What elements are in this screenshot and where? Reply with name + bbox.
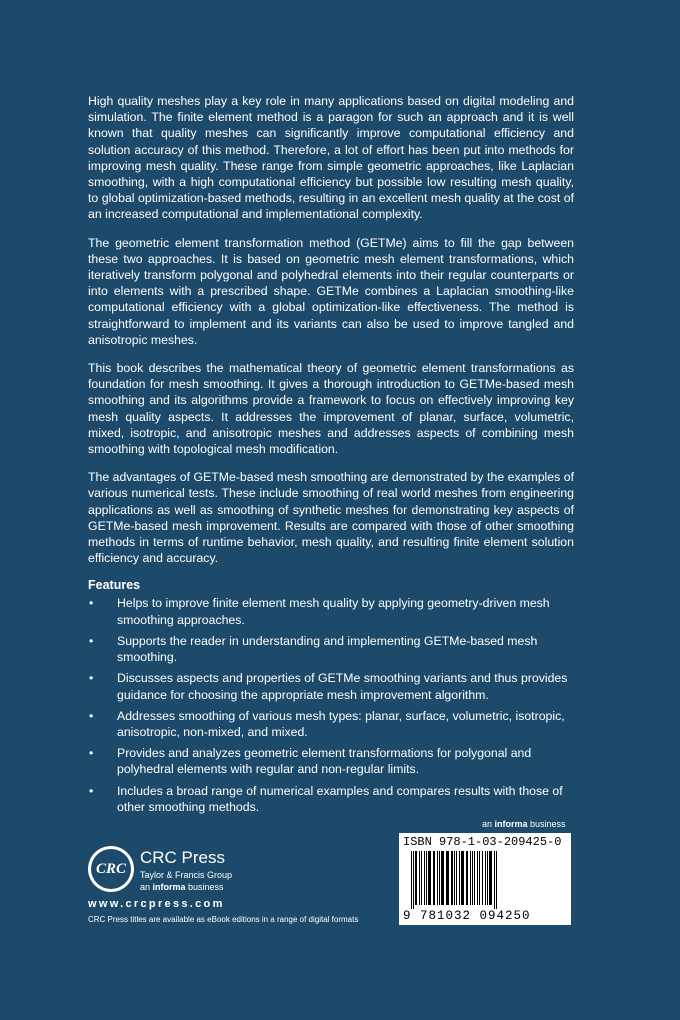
feature-text: Includes a broad range of numerical examples and compares results with those of other smoothing methods.: [117, 783, 563, 814]
ebook-note: CRC Press titles are available as eBook editions in a range of digital formats: [88, 915, 359, 924]
barcode-bar: [421, 851, 422, 905]
barcode-bar: [472, 851, 473, 905]
bullet-icon: •: [89, 596, 94, 611]
paragraph-getme: The geometric element transformation method (GETMe) aims to fill the gap between these two approaches. It is based on geometric mesh element transformations, which iteratively transform polygonal and polyhedral elements into their regular counterparts or into elements with a prescribed shape. GETMe combines a Laplacian smoothing-like computational efficiency with a global optimization-like effectiveness. The method is straightforward to implement and its variants can also be used to improve tangled and anisotropic meshes.: [88, 235, 574, 347]
list-item: [88, 670, 574, 702]
barcode-bar: [446, 851, 449, 905]
barcode-bar: [482, 851, 483, 905]
barcode-bar: [461, 851, 464, 905]
barcode-bar: [428, 851, 431, 905]
bullet-icon: •: [89, 746, 94, 761]
paragraph-advantages: The advantages of GETMe-based mesh smoothing are demonstrated by the examples of various numerical tests. These include smoothing of real world meshes from engineering applications as well as smoothing of synthetic meshes for demonstrating key aspects of GETMe-based mesh improvement. Results are compared with those of other smoothing methods in terms of runtime behavior, mesh quality, and resulting finite element solution efficiency and accuracy.: [88, 470, 574, 566]
barcode-bar: [415, 851, 417, 905]
publisher-url: www.crcpress.com: [88, 898, 225, 910]
barcode-bar: [413, 851, 414, 909]
barcode-digits: 9 781032 094250: [403, 909, 531, 923]
barcode-bar: [459, 851, 460, 905]
feature-text: Addresses smoothing of various mesh types: planar, surface, volumetric, isotropic, anisotropic, non-mixed, and mixed.: [117, 708, 565, 739]
barcode-bar: [477, 851, 478, 905]
list-item: [88, 633, 574, 665]
barcode-bar: [487, 851, 488, 905]
barcode-bar: [426, 851, 427, 905]
publisher-group: Taylor & Francis Group: [140, 870, 233, 880]
bullet-icon: •: [89, 708, 94, 723]
barcode-bar: [489, 851, 492, 905]
barcode-bar: [496, 851, 497, 909]
barcode-bar: [474, 851, 475, 905]
crc-logo-mark: CRC: [91, 849, 131, 889]
barcode-bar: [441, 851, 444, 905]
bullet-icon: •: [89, 633, 94, 648]
feature-text: Provides and analyzes geometric element transformations for polygonal and polyhedral elements with regular and non-regular limits.: [117, 746, 532, 777]
publisher-name: CRC Press: [140, 848, 226, 867]
barcode-bar: [451, 851, 453, 905]
back-cover-text: [88, 93, 574, 820]
bullet-icon: •: [89, 783, 94, 798]
feature-text: Discusses aspects and properties of GETMe smoothing variants and thus provides guidance for choosing the appropriate mesh improvement algorithm.: [117, 671, 568, 702]
barcode-bar: [411, 851, 412, 909]
features-heading: Features: [88, 578, 141, 593]
paragraph-book: This book describes the mathematical theory of geometric element transformations as foundation for mesh smoothing. It gives a thorough introduction to GETMe-based mesh smoothing and its algorithms provide a framework to focus on effectively improving key mesh quality aspects. It addresses the improvement of planar, surface, volumetric, mixed, isotropic, and anisotropic meshes and addresses aspects of combining mesh smoothing with topological mesh modification.: [88, 361, 574, 457]
barcode-bar: [470, 851, 471, 905]
list-item: [88, 745, 574, 777]
barcode-bar: [485, 851, 486, 905]
bullet-icon: •: [89, 671, 94, 686]
feature-text: Helps to improve finite element mesh quality by applying geometry-driven mesh smoothing approaches.: [117, 596, 550, 627]
barcode-bar: [437, 851, 438, 905]
isbn-number: ISBN 978-1-03-209425-0: [403, 835, 562, 849]
list-item: [88, 595, 574, 627]
list-item: [88, 708, 574, 740]
barcode-bar: [494, 851, 495, 909]
features-list: [88, 595, 574, 814]
barcode-bar: [479, 851, 480, 905]
barcode-bar: [456, 851, 457, 905]
publisher-informa: an informa business: [140, 882, 224, 892]
barcode-bar: [419, 851, 420, 905]
barcode-icon: [409, 851, 561, 909]
informa-business-label: an informa business: [482, 819, 566, 829]
paragraph-intro: High quality meshes play a key role in many applications based on digital modeling and simulation. The finite element method is a paragon for such an approach and it is well known that quality meshes can significantly improve computational efficiency and solution accuracy of this method. Therefore, a lot of effort has been put into methods for improving mesh quality. These range from simple geometric approaches, like Laplacian smoothing, with a high computational efficiency but possible low resulting mesh quality, to global optimization-based methods, resulting in an excellent mesh quality at the cost of an increased computational and implementational complexity.: [88, 94, 574, 222]
isbn-barcode: [399, 833, 571, 925]
list-item: [88, 783, 574, 815]
barcode-bar: [433, 851, 435, 905]
barcode-bar: [466, 851, 468, 905]
barcode-bar: [439, 851, 440, 905]
feature-text: Supports the reader in understanding and implementing GETMe-based mesh smoothing.: [117, 633, 538, 665]
barcode-bar: [454, 851, 455, 905]
barcode-bar: [424, 851, 425, 905]
crc-logo-icon: [88, 846, 134, 892]
